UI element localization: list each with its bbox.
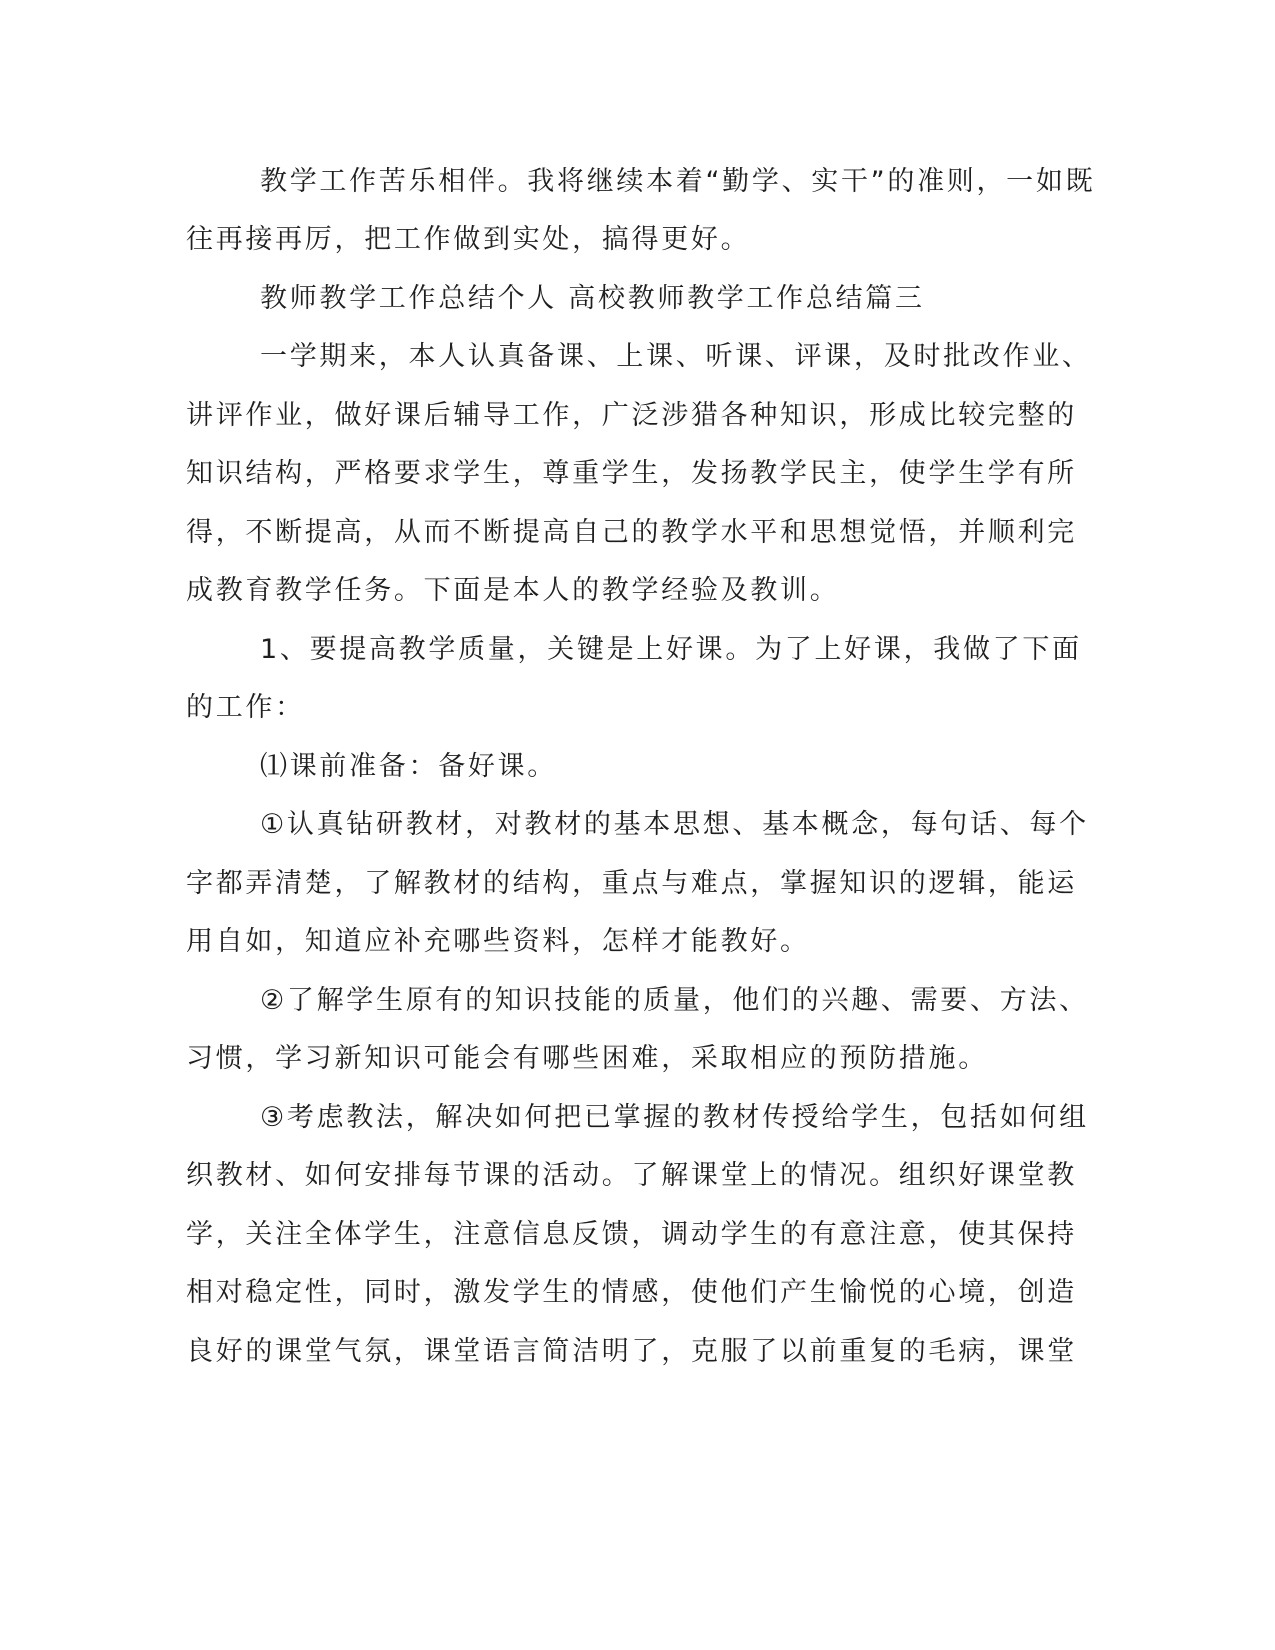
paragraph-line: 得，不断提高，从而不断提高自己的教学水平和思想觉悟，并顺利完 <box>186 517 1077 548</box>
list-item: ⑴课前准备：备好课。 <box>260 751 557 782</box>
list-item: ①认真钻研教材，对教材的基本思想、基本概念，每句话、每个 <box>260 809 1089 840</box>
paragraph-line: 织教材、如何安排每节课的活动。了解课堂上的情况。组织好课堂教 <box>186 1160 1077 1191</box>
paragraph-line: 学，关注全体学生，注意信息反馈，调动学生的有意注意，使其保持 <box>186 1219 1077 1250</box>
list-item: ③考虑教法，解决如何把已掌握的教材传授给学生，包括如何组 <box>260 1102 1089 1133</box>
paragraph-line: 一学期来，本人认真备课、上课、听课、评课，及时批改作业、 <box>260 341 1092 372</box>
paragraph-line: 1、要提高教学质量，关键是上好课。为了上好课，我做了下面 <box>260 634 1082 665</box>
list-item: ②了解学生原有的知识技能的质量，他们的兴趣、需要、方法、 <box>260 985 1089 1016</box>
paragraph-line: 知识结构，严格要求学生，尊重学生，发扬教学民主，使学生学有所 <box>186 458 1077 489</box>
paragraph-line: 的工作： <box>186 692 305 723</box>
paragraph-line: 教学工作苦乐相伴。我将继续本着“勤学、实干”的准则，一如既 <box>260 166 1096 197</box>
paragraph-line: 往再接再厉，把工作做到实处，搞得更好。 <box>186 224 751 255</box>
paragraph-line: 讲评作业，做好课后辅导工作，广泛涉猎各种知识，形成比较完整的 <box>186 400 1077 431</box>
paragraph-line: 成教育教学任务。下面是本人的教学经验及教训。 <box>186 575 840 606</box>
paragraph-line: 良好的课堂气氛，课堂语言简洁明了，克服了以前重复的毛病，课堂 <box>186 1336 1077 1367</box>
paragraph-line: 字都弄清楚，了解教材的结构，重点与难点，掌握知识的逻辑，能运 <box>186 868 1077 899</box>
section-heading: 教师教学工作总结个人 高校教师教学工作总结篇三 <box>260 283 925 314</box>
paragraph-line: 用自如，知道应补充哪些资料，怎样才能教好。 <box>186 926 810 957</box>
paragraph-line: 习惯，学习新知识可能会有哪些困难，采取相应的预防措施。 <box>186 1043 988 1074</box>
paragraph-line: 相对稳定性，同时，激发学生的情感，使他们产生愉悦的心境，创造 <box>186 1277 1077 1308</box>
